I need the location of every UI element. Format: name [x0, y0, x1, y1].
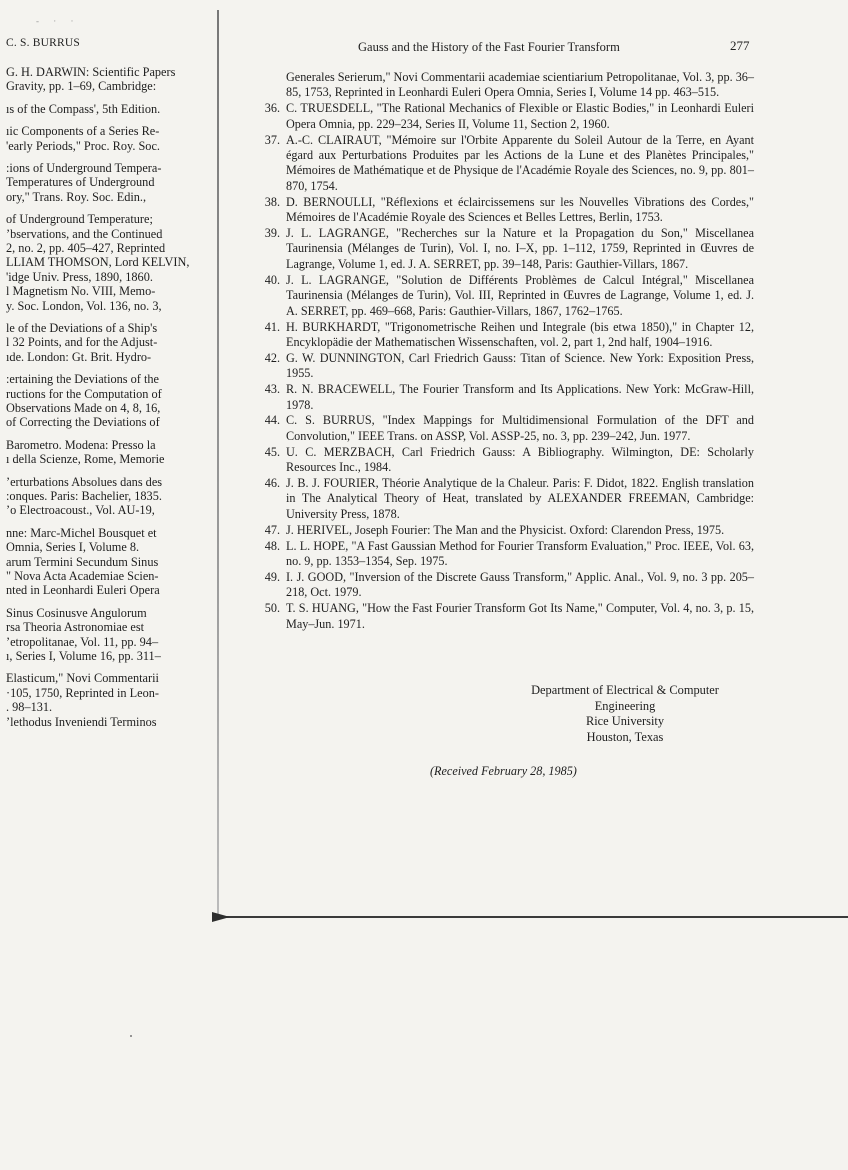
affiliation-line: Department of Electrical & Computer [531, 683, 719, 697]
left-page-line: Gravity, pp. 1–69, Cambridge: [6, 79, 157, 94]
scan-speck [130, 1035, 132, 1037]
left-page-line: LLIAM THOMSON, Lord KELVIN, [6, 255, 190, 270]
reference-text: C. TRUESDELL, "The Rational Mechanics of Flexible or Elastic Bodies," in Leonhardi Euleri Opera Omnia, pp. 229–234, Series II, Volume 11, Section 2, 1960. [286, 101, 754, 131]
left-page-line: ory," Trans. Roy. Soc. Edin., [6, 189, 147, 204]
reference-item [252, 570, 754, 601]
reference-text: G. W. DUNNINGTON, Carl Friedrich Gauss: Titan of Science. New York: Exposition Press, 1955. [286, 350, 754, 381]
left-page-line: ı della Scienze, Rome, Memorie [6, 452, 165, 467]
left-page-line: ructions for the Computation of [6, 386, 162, 401]
reference-text: J. L. LAGRANGE, "Recherches sur la Nature et la Propagation du Son," Miscellanea Taurinensia (Mélanges de Turin), Vol. I, no. I–X, pp. 1–112, 1759, Reprinted in Œuvres de Lagrange, Volume 1, ed. J. A. SERRET, pp. 39–148, Paris: Gauthier-Villars, 1867. [286, 226, 754, 271]
reference-item [252, 70, 754, 101]
left-page-line: l Magnetism No. VIII, Memo- [6, 284, 156, 299]
reference-number: 43. [264, 382, 280, 397]
reference-number: 39. [264, 226, 280, 241]
reference-item [252, 320, 754, 351]
left-page-line: ʼo Electroacoust., Vol. AU-19, [6, 503, 155, 518]
left-page-line: ʼbservations, and the Continued [6, 226, 163, 241]
reference-text: L. L. HOPE, "A Fast Gaussian Method for Fourier Transform Evaluation," Proc. IEEE, Vol. 63, no. 9, pp. 1353–1354, Sep. 1975. [286, 538, 754, 569]
reference-item [252, 445, 754, 476]
left-page-line: ıs of the Compass', 5th Edition. [6, 101, 161, 116]
left-page-line: rsa Theoria Astronomiae est [6, 620, 145, 635]
left-page-line: ıde. London: Gt. Brit. Hydro- [6, 349, 152, 364]
left-page-line: ʼetropolitanae, Vol. 11, pp. 94– [6, 634, 159, 649]
left-page-line: nne: Marc-Michel Bousquet et [6, 525, 157, 540]
reference-item [252, 476, 754, 522]
reference-item [252, 523, 754, 538]
reference-item [252, 351, 754, 382]
left-page-line: Omnia, Series I, Volume 8. [6, 540, 140, 555]
left-page-line: Elasticum," Novi Commentarii [6, 671, 159, 686]
reference-text: D. BERNOULLI, "Réflexions et éclaircissemens sur les Nouvelles Vibrations des Cordes," Mémoires de l'Académie Royale des Sciences et Belles Lettres, Berlin, 1753. [286, 194, 754, 225]
left-page-line: ʼerturbations Absolues dans des [6, 474, 163, 489]
reference-text: R. N. BRACEWELL, The Fourier Transform and Its Applications. New York: McGraw-Hill, 1978. [286, 382, 754, 412]
reference-text: C. S. BURRUS, "Index Mappings for Multidimensional Formulation of the DFT and Convolution," IEEE Trans. on ASSP, Vol. ASSP-25, no. 3, pp. 239–242, Jun. 1977. [286, 413, 754, 443]
left-page-line: arum Termini Secundum Sinus [6, 554, 159, 569]
left-page-line: ·105, 1750, Reprinted in Leon- [6, 685, 159, 700]
reference-item [252, 133, 754, 195]
reference-text: Generales Serierum," Novi Commentarii academiae scientiarium Petropolitanae, Vol. 3, pp. 36–85, 1753, Reprinted in Leonhardi Euleri Opera Omnia, Series I, Volume 14 pp. 463–515. [286, 70, 754, 100]
reference-number: 49. [264, 570, 280, 584]
left-page-line: Temperatures of Underground [6, 175, 155, 190]
left-page-line: :ertaining the Deviations of the [6, 372, 159, 387]
reference-number: 45. [264, 444, 280, 459]
reference-number: 36. [264, 101, 280, 116]
affiliation-line: Houston, Texas [586, 729, 664, 744]
received-date: (Received February 28, 1985) [430, 764, 577, 778]
reference-item [252, 226, 754, 272]
reference-item [252, 382, 754, 413]
reference-text: I. J. GOOD, "Inversion of the Discrete Gauss Transform," Applic. Anal., Vol. 9, no. 3 pp. 205–218, Oct. 1979. [286, 570, 754, 600]
reference-item [252, 273, 754, 319]
left-running-head: C. S. BURRUS [6, 37, 80, 49]
reference-number: 38. [264, 194, 280, 209]
reference-item [252, 413, 754, 444]
left-page-line: 2, no. 2, pp. 405–427, Reprinted [6, 241, 166, 255]
reference-number: 46. [264, 476, 280, 491]
left-page-line: 'early Periods," Proc. Roy. Soc. [6, 138, 160, 153]
reference-item [252, 101, 754, 132]
reference-number: 41. [264, 319, 280, 334]
reference-list [252, 70, 754, 633]
left-page-line: Observations Made on 4, 8, 16, [6, 401, 161, 415]
left-page-line: ıic Components of a Series Re- [6, 124, 160, 139]
reference-number: 40. [264, 272, 280, 287]
reference-text: A.-C. CLAIRAUT, "Mémoire sur l'Orbite Apparente du Soleil Autour de la Terre, en Ayant égard aux Perturbations Produites par les Actions de la Lune et des Planètes Principales," Mémoires de Mathématique et de Physique de l'Académie Royale des Sciences, no. 9, pp. 801–870, 1754. [286, 132, 754, 193]
reference-number: 42. [264, 350, 280, 365]
left-page-line: . 98–131. [6, 700, 53, 715]
bottom-rule [214, 916, 848, 918]
reference-number: 47. [264, 522, 280, 537]
reference-text: J. L. LAGRANGE, "Solution de Différents Problèmes de Calcul Intégral," Miscellanea Taurinensia (Mélanges de Turin), Vol. III, Reprinted in Œuvres de Lagrange, Volume 1, ed. J. A. SERRET, pp. 469–668, Paris: Gauthier-Villars, 1867, 1762–1765. [286, 272, 754, 318]
reference-text: J. HERIVEL, Joseph Fourier: The Man and the Physicist. Oxford: Clarendon Press, 1975. [286, 522, 725, 537]
reference-number: 48. [264, 538, 280, 553]
left-page-fragment [0, 0, 222, 900]
left-page-line: of Underground Temperature; [6, 212, 153, 227]
left-page-line: " Nova Acta Academiae Scien- [6, 569, 159, 583]
reference-text: J. B. J. FOURIER, Théorie Analytique de la Chaleur. Paris: F. Didot, 1822. English translation in The Analytical Theory of Heat, translated by ALEXANDER FREEMAN, Cambridge: University Press, 1878. [286, 476, 754, 521]
bottom-rule-tip [212, 912, 230, 922]
page-number: 277 [730, 38, 750, 53]
reference-item [252, 195, 754, 226]
reference-item [252, 539, 754, 570]
left-page-line: :onques. Paris: Bachelier, 1835. [6, 489, 162, 503]
affiliation-line: Engineering [594, 698, 656, 713]
reference-text: U. C. MERZBACH, Carl Friedrich Gauss: A Bibliography. Wilmington, DE: Scholarly Resources Inc., 1984. [286, 444, 754, 475]
left-page-line: ı, Series I, Volume 16, pp. 311– [6, 649, 161, 663]
affiliation-line: Rice University [585, 714, 665, 728]
author-affiliation [502, 683, 802, 745]
left-page-line: 'idge Univ. Press, 1890, 1860. [6, 269, 153, 284]
left-page-line: of Correcting the Deviations of [6, 415, 160, 430]
scan-marks: - · · [36, 16, 80, 26]
left-page-line: y. Soc. London, Vol. 136, no. 3, [6, 298, 162, 313]
running-head: Gauss and the History of the Fast Fourier Transform [358, 40, 620, 54]
left-page-line: Sinus Cosinusve Angulorum [6, 605, 147, 620]
left-page-line: Barometro. Modena: Presso la [6, 437, 156, 452]
reference-number: 44. [264, 413, 280, 428]
reference-number: 37. [264, 132, 280, 147]
reference-number: 50. [264, 601, 280, 616]
left-page-line: le of the Deviations of a Ship's [6, 321, 158, 335]
reference-text: H. BURKHARDT, "Trigonometrische Reihen und Integrale (bis etwa 1850)," in Chapter 12, Encyklopädie der Mathematischen Wissenschaften, vol. 2, part 1, 2nd half, 1904–1916. [286, 319, 754, 349]
left-page-line: ʼlethodus Inveniendi Terminos [6, 714, 157, 729]
left-page-line: nted in Leonhardi Euleri Opera [6, 583, 160, 598]
reference-text: T. S. HUANG, "How the Fast Fourier Transform Got Its Name," Computer, Vol. 4, no. 3, p. 15, May–Jun. 1971. [286, 601, 754, 631]
left-page-line: :ions of Underground Tempera- [6, 161, 162, 175]
reference-item [252, 601, 754, 632]
left-page-line: l 32 Points, and for the Adjust- [6, 335, 158, 350]
left-page-line: G. H. DARWIN: Scientific Papers [6, 65, 176, 79]
page-gutter [217, 10, 219, 915]
